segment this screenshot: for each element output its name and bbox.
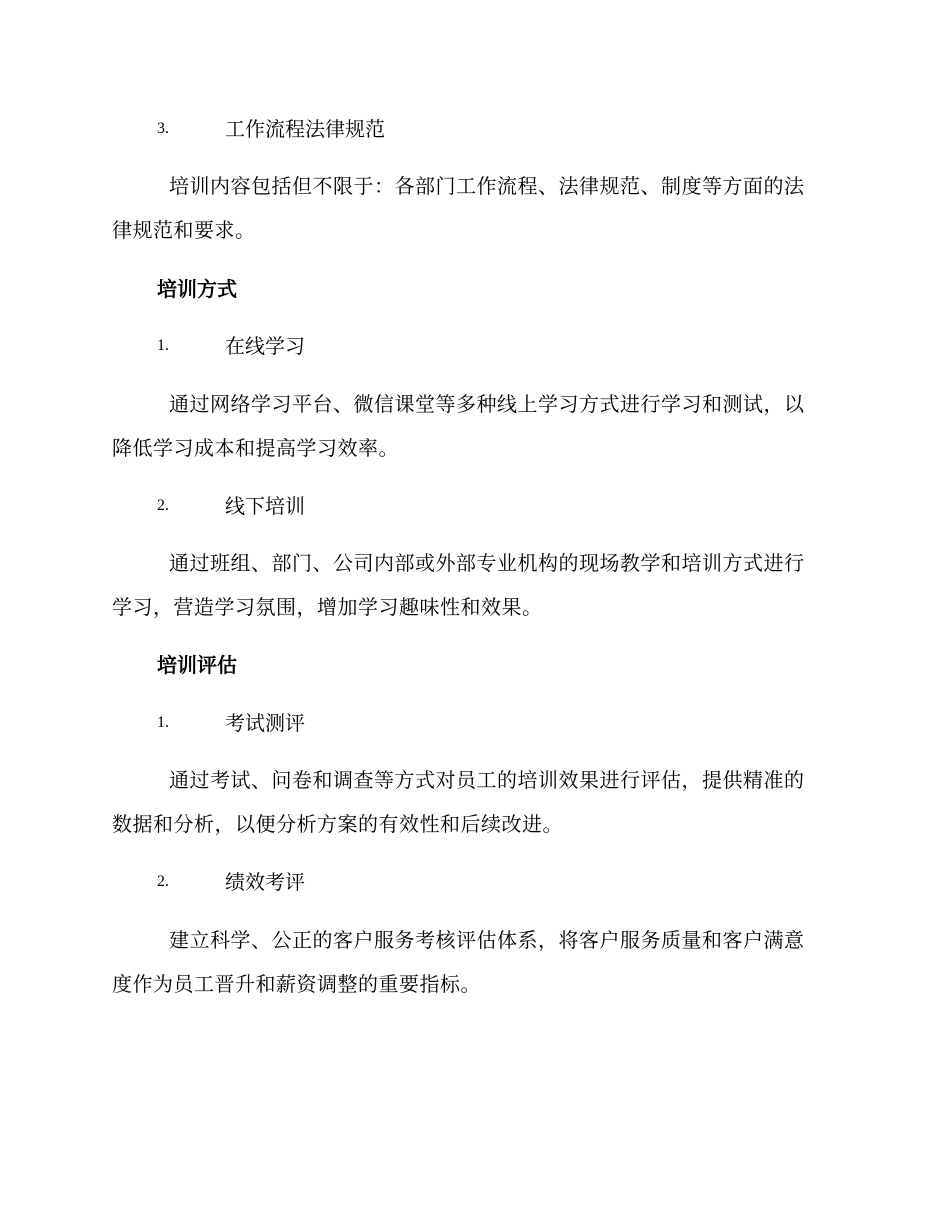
- section-heading-training-methods: 培训方式: [157, 277, 237, 301]
- section-heading-training-evaluation: 培训评估: [157, 653, 237, 677]
- paragraph-exam-evaluation: 通过考试、问卷和调查等方式对员工的培训效果进行评估，提供精准的数据和分析，以便分析方案的有效性和后续改进。: [112, 768, 805, 836]
- list-item-performance-evaluation: [112, 867, 824, 897]
- list-item-legal-norms: [112, 114, 824, 144]
- list-item-label: 线下培训: [225, 494, 305, 518]
- paragraph-legal-norms: 培训内容包括但不限于：各部门工作流程、法律规范、制度等方面的法律规范和要求。: [112, 174, 805, 242]
- list-item-label: 考试测评: [225, 711, 305, 735]
- list-item-label: 绩效考评: [225, 870, 305, 894]
- paragraph-offline-training: 通过班组、部门、公司内部或外部专业机构的现场教学和培训方式进行学习，营造学习氛围，增加学习趣味性和效果。: [112, 551, 805, 619]
- list-item-label: 在线学习: [225, 334, 305, 358]
- list-item-offline-training: [112, 491, 824, 521]
- list-item-online-learning: [112, 331, 824, 361]
- list-number: 1.: [157, 337, 169, 354]
- list-item-label: 工作流程法律规范: [225, 117, 385, 141]
- list-number: 3.: [157, 120, 169, 137]
- list-number: 2.: [157, 497, 169, 514]
- paragraph-performance-evaluation: 建立科学、公正的客户服务考核评估体系，将客户服务质量和客户满意度作为员工晋升和薪资调整的重要指标。: [112, 928, 805, 996]
- list-number: 1.: [157, 714, 169, 731]
- paragraph-online-learning: 通过网络学习平台、微信课堂等多种线上学习方式进行学习和测试，以降低学习成本和提高学习效率。: [112, 392, 805, 460]
- list-item-exam-evaluation: [112, 708, 824, 738]
- list-number: 2.: [157, 873, 169, 890]
